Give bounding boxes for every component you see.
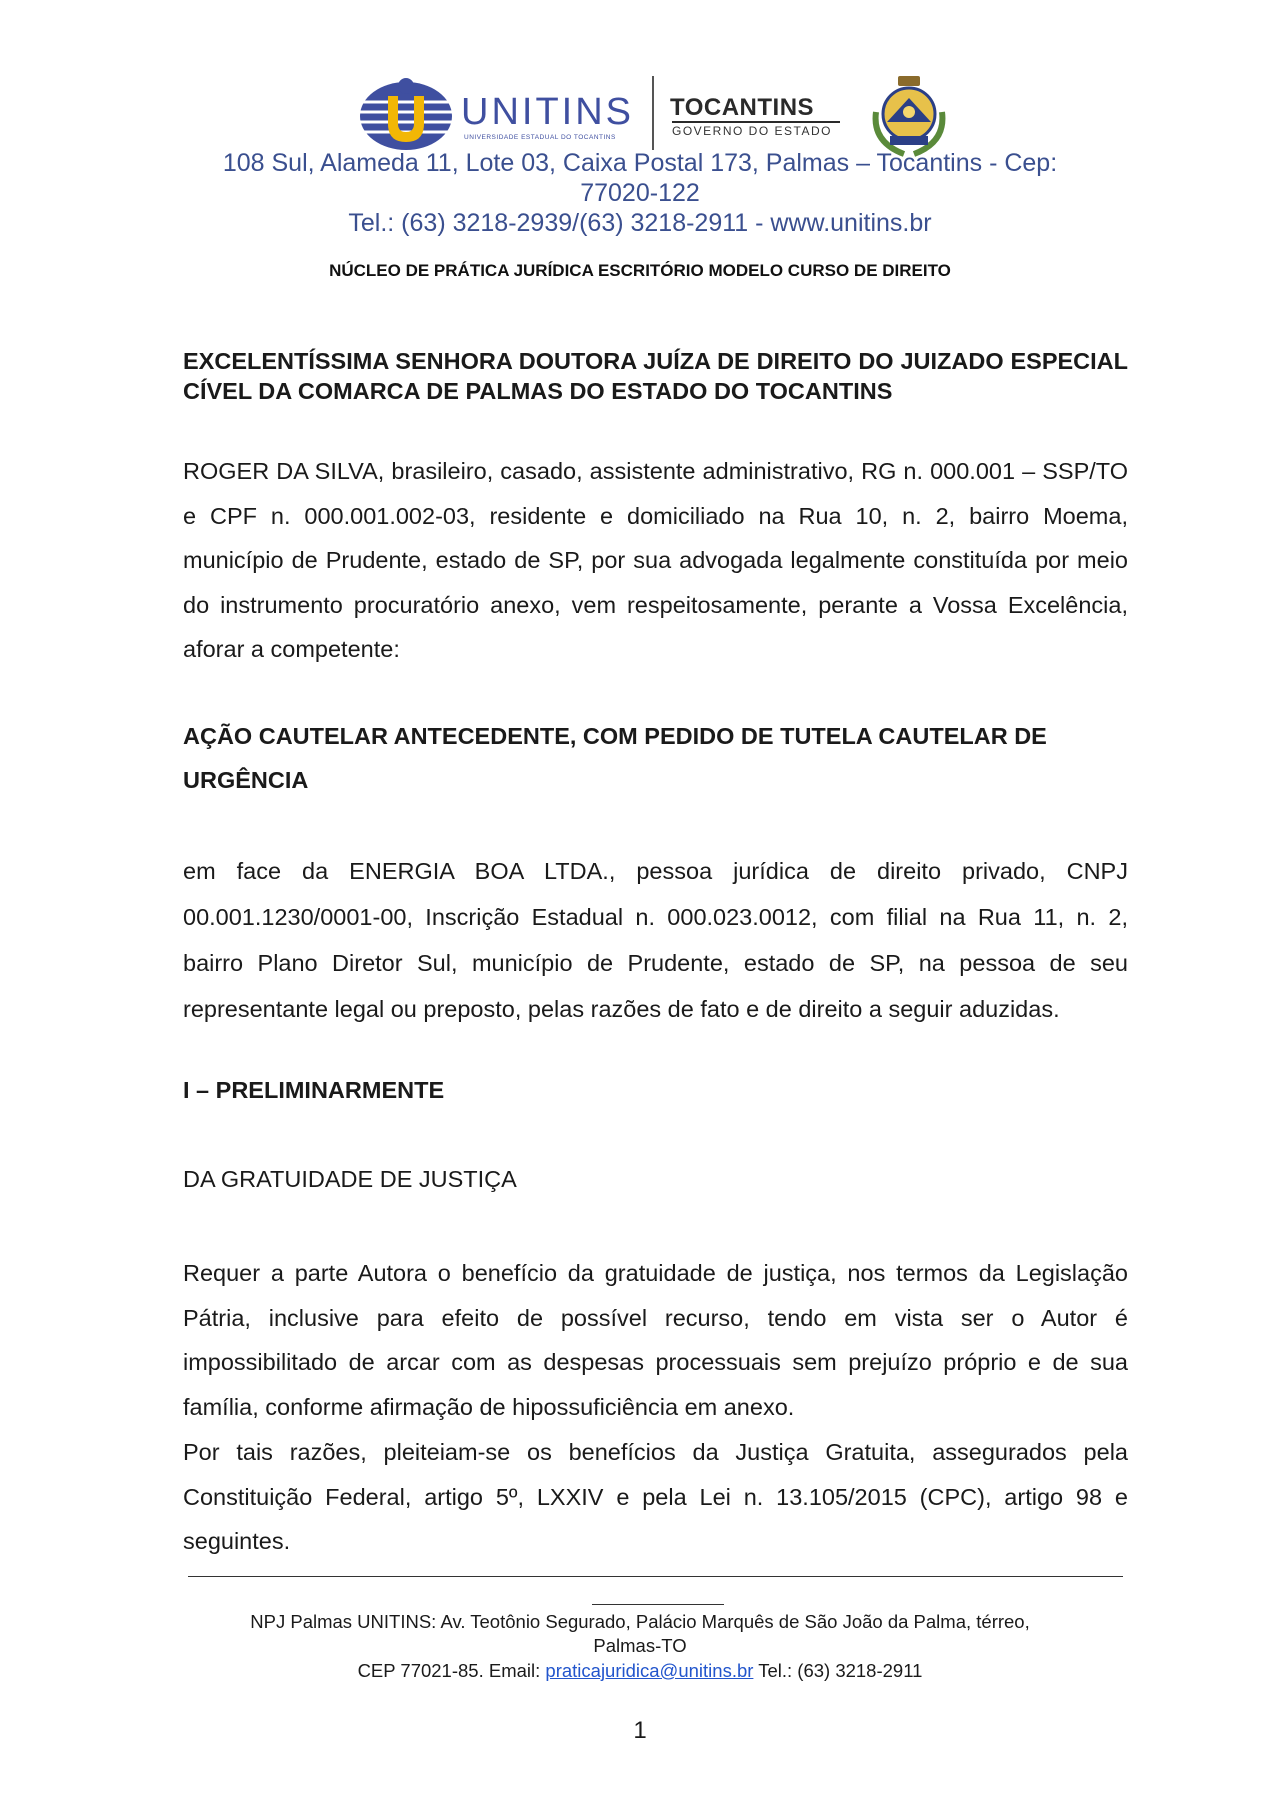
footer-cep: CEP 77021-85. Email:	[357, 1660, 546, 1681]
address-line-2: 77020-122	[580, 179, 700, 207]
address-line-1: 108 Sul, Alameda 11, Lote 03, Caixa Postal 173, Palmas – Tocantins - Cep:	[222, 149, 1058, 177]
footer-rule-short	[592, 1604, 724, 1605]
defendant-paragraph: em face da ENERGIA BOA LTDA., pessoa jurídica de direito privado, CNPJ 00.001.1230/0001-00, Inscrição Estadual n. 000.023.0012, com filial na Rua 11, n. 2, bairro Plano Diretor Sul, município de Prudente, estado de SP, na pessoa de seu representante legal ou preposto, pelas razões de fato e de direito a seguir aduzidas.	[183, 858, 1128, 1022]
unitins-subtitle: UNIVERSIDADE ESTADUAL DO TOCANTINS	[464, 134, 616, 141]
action-title: AÇÃO CAUTELAR ANTECEDENTE, COM PEDIDO DE TUTELA CAUTELAR DE URGÊNCIA	[183, 723, 1047, 793]
tocantins-rule	[672, 121, 840, 123]
page-number: 1	[633, 1717, 647, 1744]
state-coat-of-arms-icon	[868, 72, 950, 158]
subsection-heading: DA GRATUIDADE DE JUSTIÇA	[183, 1166, 517, 1192]
gratuity-paragraph: Requer a parte Autora o benefício da gratuidade de justiça, nos termos da Legislação Pátria, inclusive para efeito de possível recurso, tendo em vista ser o Autor é impossibilitado de arcar com as despesas processuais sem prejuízo próprio e de sua família, conforme afirmação de hipossuficiência em anexo.	[183, 1260, 1128, 1420]
footer-address-line-1: NPJ Palmas UNITINS: Av. Teotônio Segurado, Palácio Marquês de São João da Palma, térreo,	[250, 1611, 1030, 1632]
section-heading: I – PRELIMINARMENTE	[183, 1077, 445, 1103]
intro-paragraph: ROGER DA SILVA, brasileiro, casado, assistente administrativo, RG n. 000.001 – SSP/TO e CPF n. 000.001.002-03, residente e domiciliado na Rua 10, n. 2, bairro Moema, município de Prudente, estado de SP, por sua advogada legalmente constituída por meio do instrumento procuratório anexo, vem respeitosamente, perante a Vossa Excelência, aforar a competente:	[183, 458, 1128, 662]
logo-divider	[652, 76, 654, 150]
footer-rule	[188, 1576, 1123, 1577]
contact-line: Tel.: (63) 3218-2939/(63) 3218-2911 - www.unitins.br	[348, 209, 932, 237]
footer-contact-line	[150, 1659, 1130, 1682]
unitins-wordmark: UNITINS	[461, 91, 634, 133]
nucleo-heading: NÚCLEO DE PRÁTICA JURÍDICA ESCRITÓRIO MODELO CURSO DE DIREITO	[329, 261, 951, 280]
unitins-logo-icon	[356, 76, 456, 154]
footer-address-line-2: Palmas-TO	[593, 1635, 687, 1656]
footer-phone: Tel.: (63) 3218-2911	[753, 1660, 923, 1681]
addressee-heading: EXCELENTÍSSIMA SENHORA DOUTORA JUÍZA DE DIREITO DO JUIZADO ESPECIAL CÍVEL DA COMARCA DE PALMAS DO ESTADO DO TOCANTINS	[183, 348, 1128, 404]
tocantins-wordmark: TOCANTINS	[670, 94, 815, 121]
reasons-paragraph: Por tais razões, pleiteiam-se os benefícios da Justiça Gratuita, assegurados pela Constituição Federal, artigo 5º, LXXIV e pela Lei n. 13.105/2015 (CPC), artigo 98 e seguintes.	[183, 1439, 1128, 1554]
footer-email-link[interactable]: praticajuridica@unitins.br	[545, 1660, 754, 1681]
governo-label: GOVERNO DO ESTADO	[672, 124, 832, 138]
